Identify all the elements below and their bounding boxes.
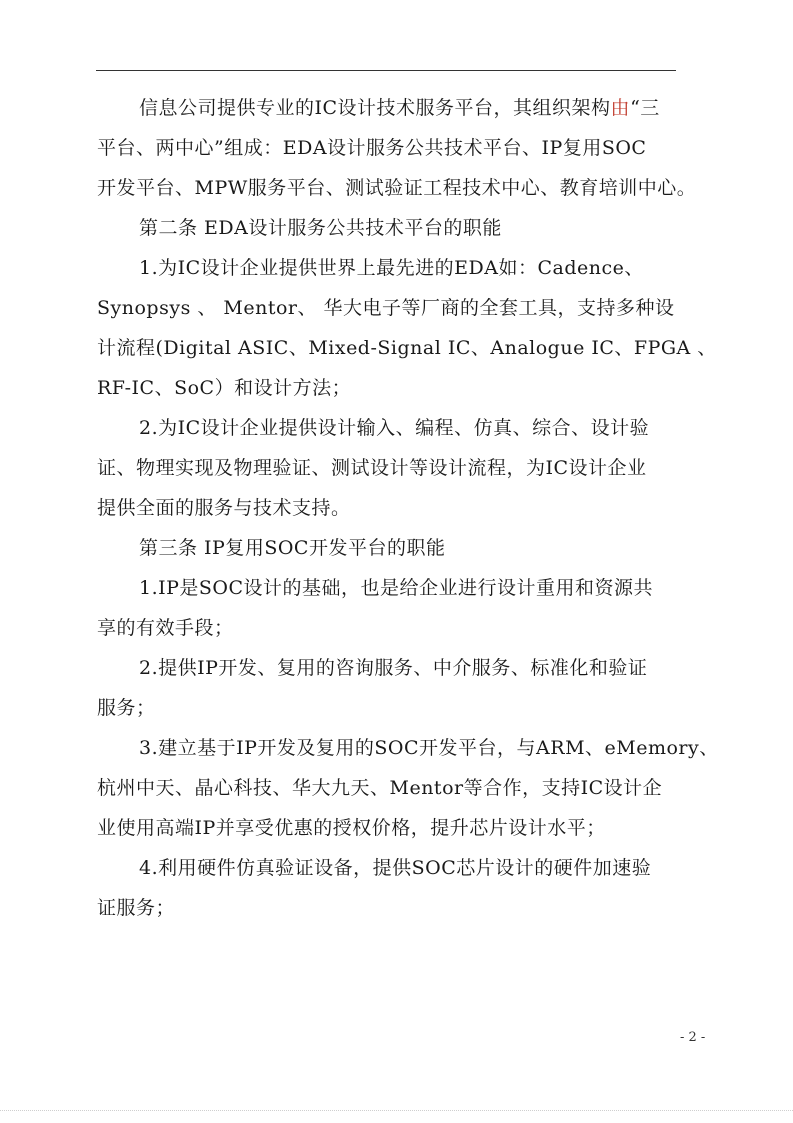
intro-text-red-char: 由 (610, 97, 631, 119)
article-3-item-1-line-2: 享的有效手段； (97, 617, 234, 639)
bottom-dotted-rule (0, 1110, 793, 1111)
article-3-item-4-line-1: 4.利用硬件仿真验证设备，提供SOC芯片设计的硬件加速验 (139, 857, 652, 879)
page-number: - 2 - (680, 1030, 706, 1045)
intro-text-1a: 信息公司提供专业的IC设计技术服务平台，其组织架构 (139, 97, 611, 119)
article-2-item-1-line-1: 1.为IC设计企业提供世界上最先进的EDA如：Cadence、 (139, 257, 644, 279)
header-rule (96, 70, 676, 71)
article-3-item-1-line-1: 1.IP是SOC设计的基础，也是给企业进行设计重用和资源共 (139, 577, 654, 599)
article-3-item-2-line-2: 服务； (97, 697, 156, 719)
article-2-heading: 第二条 EDA设计服务公共技术平台的职能 (139, 217, 502, 239)
article-3-item-3-line-3: 业使用高端IP并享受优惠的授权价格，提升芯片设计水平； (97, 817, 606, 839)
article-3-heading: 第三条 IP复用SOC开发平台的职能 (139, 537, 446, 559)
intro-text-1b: “三 (630, 97, 660, 119)
article-2-item-1-line-4: RF-IC、SoC）和设计方法； (97, 377, 352, 399)
article-2-item-2-line-1: 2.为IC设计企业提供设计输入、编程、仿真、综合、设计验 (139, 417, 650, 439)
article-3-item-4-line-2: 证服务； (97, 897, 176, 919)
intro-paragraph-line-1 (97, 88, 697, 128)
article-2-item-2-line-3: 提供全面的服务与技术支持。 (97, 497, 351, 519)
intro-paragraph-line-2: 平台、两中心”组成：EDA设计服务公共技术平台、IP复用SOC (97, 137, 647, 159)
article-3-item-3-line-1: 3.建立基于IP开发及复用的SOC开发平台，与ARM、eMemory、 (139, 737, 719, 759)
intro-paragraph-line-3: 开发平台、MPW服务平台、测试验证工程技术中心、教育培训中心。 (97, 177, 697, 199)
article-3-item-2-line-1: 2.提供IP开发、复用的咨询服务、中介服务、标准化和验证 (139, 657, 648, 679)
document-body (97, 88, 719, 928)
article-2-item-2-line-2: 证、物理实现及物理验证、测试设计等设计流程，为IC设计企业 (97, 457, 647, 479)
article-2-item-1-line-2: Synopsys 、 Mentor、 华大电子等厂商的全套工具，支持多种设 (97, 297, 675, 319)
article-3-item-3-line-2: 杭州中天、晶心科技、华大九天、Mentor等合作，支持IC设计企 (97, 777, 663, 799)
article-2-item-1-line-3: 计流程(Digital ASIC、Mixed-Signal IC、Analogue IC、FPGA 、 (97, 337, 717, 359)
